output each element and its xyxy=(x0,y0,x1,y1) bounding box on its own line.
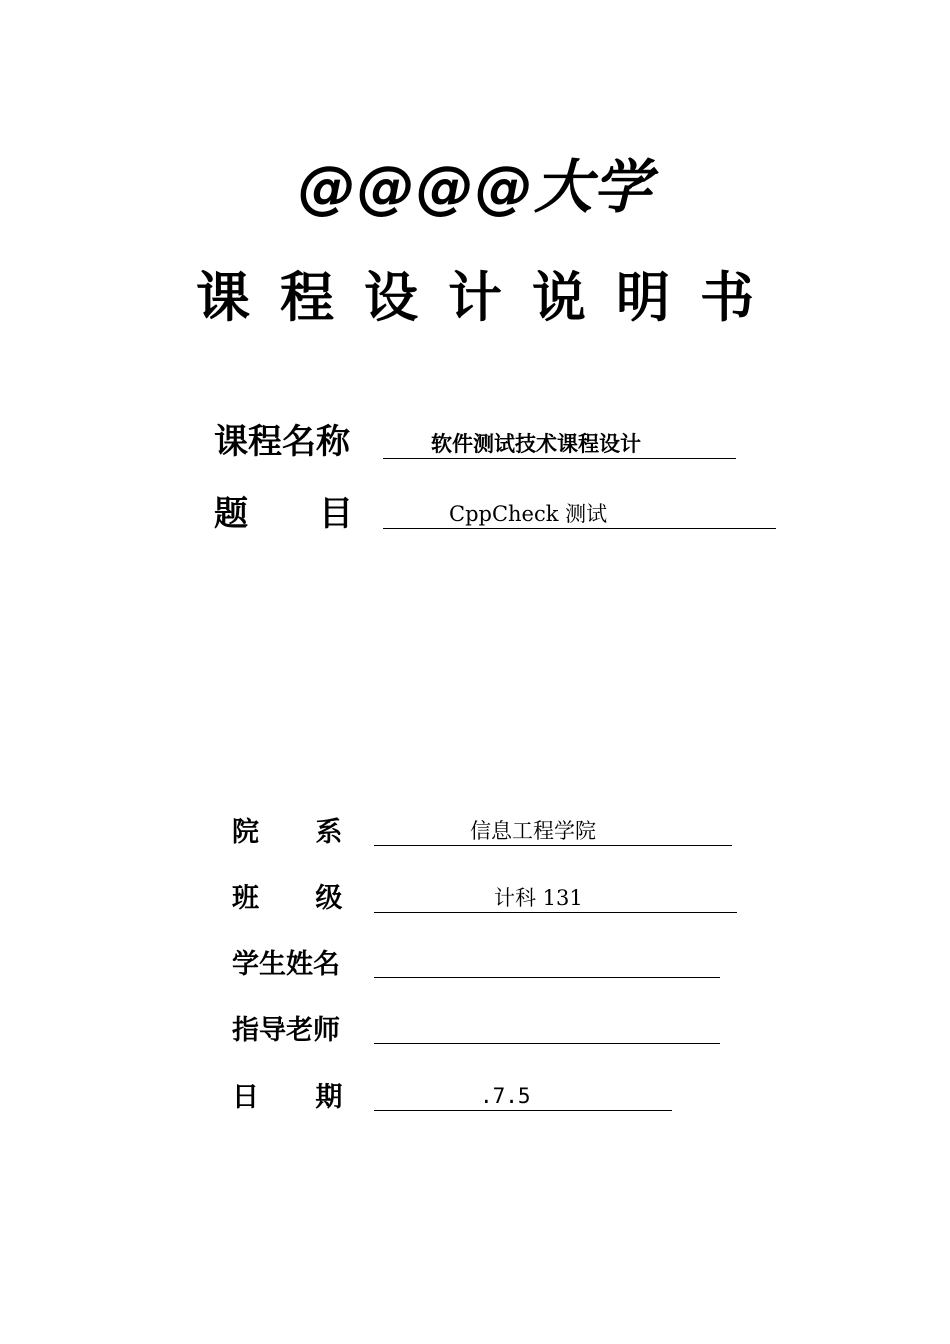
department-field xyxy=(374,818,732,846)
class-field xyxy=(374,885,737,913)
topic-label: 题 目 xyxy=(214,494,354,534)
course-name-value: 软件测试技术课程设计 xyxy=(431,431,641,456)
document-title: 课程设计说明书 xyxy=(196,266,784,329)
date-field xyxy=(374,1083,672,1111)
teacher-field[interactable] xyxy=(374,1016,720,1044)
student-name-label: 学生姓名 xyxy=(232,949,340,980)
course-name-label: 课程名称 xyxy=(214,422,350,462)
student-name-field[interactable] xyxy=(374,950,720,978)
class-value: 计科 131 xyxy=(494,886,583,910)
class-label: 班 级 xyxy=(232,883,343,914)
course-name-field xyxy=(383,430,736,459)
topic-field xyxy=(383,500,776,529)
department-value: 信息工程学院 xyxy=(470,819,596,843)
teacher-label: 指导老师 xyxy=(232,1015,340,1046)
date-label: 日 期 xyxy=(232,1082,343,1113)
date-value: .7.5 xyxy=(480,1084,531,1108)
university-name: @@@@大学 xyxy=(297,153,652,221)
topic-value: CppCheck 测试 xyxy=(449,502,608,526)
department-label: 院 系 xyxy=(232,817,343,848)
